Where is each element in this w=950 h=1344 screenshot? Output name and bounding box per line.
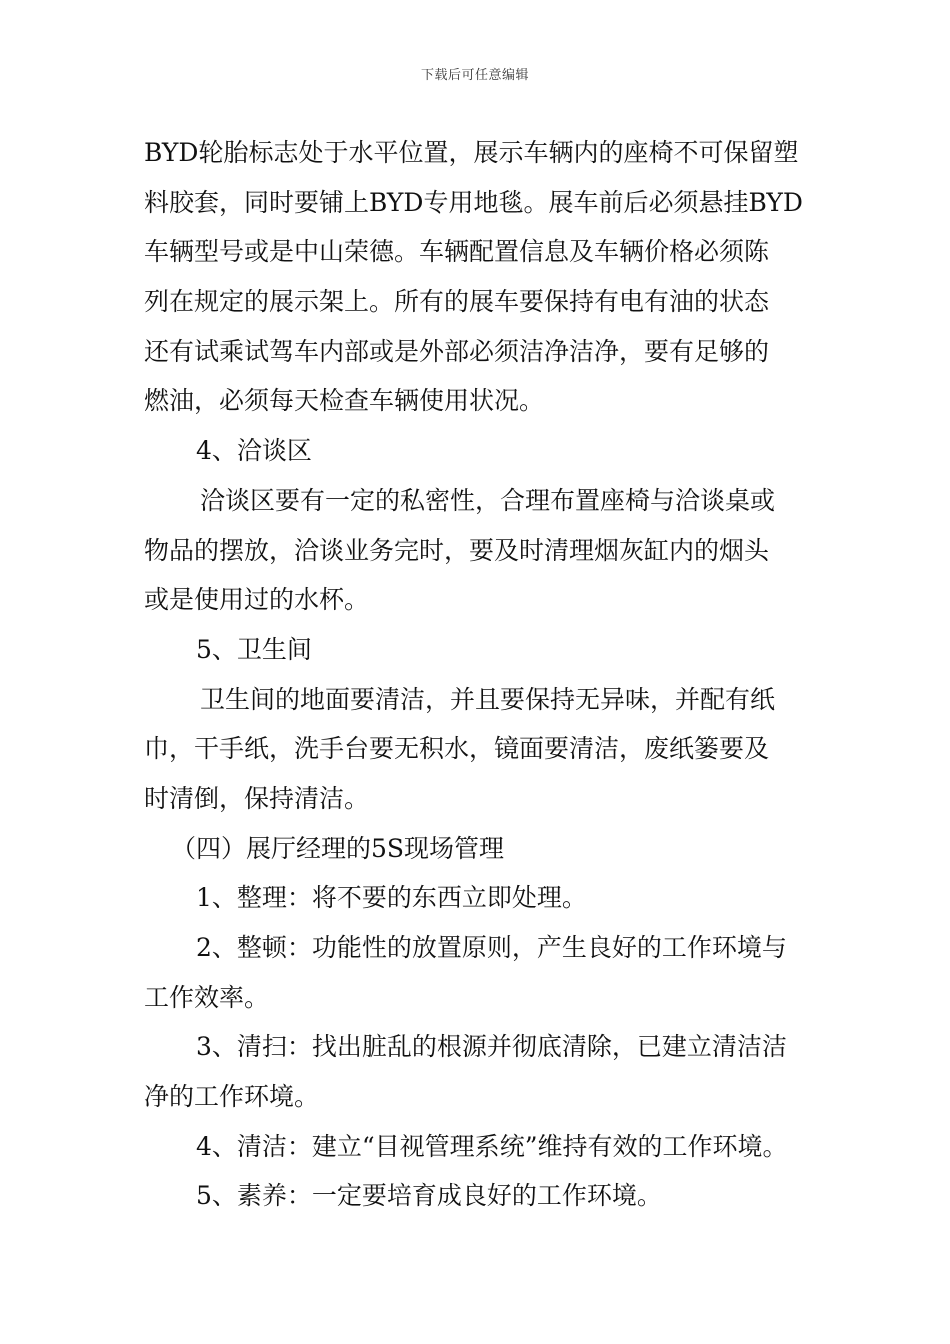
text-line: 1、整理：将不要的东西立即处理。 <box>196 883 587 913</box>
text-line: 工作效率。 <box>144 982 270 1012</box>
list-item-set-in-order <box>144 923 812 1022</box>
text-line: 或是使用过的水杯。 <box>144 585 370 615</box>
text-line: 还有试乘试驾车内部或是外部必须洁净洁净，要有足够的 <box>144 336 770 366</box>
heading-restroom <box>144 625 812 675</box>
section-heading: （四）展厅经理的5S现场管理 <box>171 833 505 863</box>
text-line: 2、整顿：功能性的放置原则，产生良好的工作环境与 <box>196 933 787 962</box>
paragraph-negotiation-area <box>144 476 812 625</box>
list-item-sustain <box>144 1171 812 1221</box>
text-line: 料胶套，同时要铺上BYD专用地毯。展车前后必须悬挂BYD <box>144 187 803 217</box>
paragraph-restroom <box>144 675 812 824</box>
section-heading: 5、卫生间 <box>196 634 312 664</box>
text-line: 车辆型号或是中山荣德。车辆配置信息及车辆价格必须陈 <box>144 237 770 267</box>
text-line: 物品的摆放，洽谈业务完时，要及时清理烟灰缸内的烟头 <box>144 535 770 565</box>
text-line: 燃油，必须每天检查车辆使用状况。 <box>144 386 545 416</box>
heading-5s-management <box>144 824 812 874</box>
text-line: 3、清扫：找出脏乱的根源并彻底清除，已建立清洁洁 <box>196 1032 787 1062</box>
heading-negotiation-area <box>144 426 812 476</box>
section-heading: 4、洽谈区 <box>196 436 312 466</box>
text-line: BYD轮胎标志处于水平位置，展示车辆内的座椅不可保留塑 <box>144 138 799 167</box>
text-line: 4、清洁：建立“目视管理系统”维持有效的工作环境。 <box>196 1131 788 1161</box>
list-item-shine <box>144 1022 812 1121</box>
page-header: 下载后可任意编辑 <box>420 68 529 83</box>
document-body <box>144 128 812 1221</box>
text-line: 洽谈区要有一定的私密性，合理布置座椅与洽谈桌或 <box>200 485 776 515</box>
text-line: 列在规定的展示架上。所有的展车要保持有电有油的状态 <box>144 287 770 317</box>
list-item-sort <box>144 873 812 923</box>
text-line: 卫生间的地面要清洁，并且要保持无异味，并配有纸 <box>200 684 776 714</box>
list-item-standardize <box>144 1122 812 1172</box>
text-line: 5、素养：一定要培育成良好的工作环境。 <box>196 1181 662 1211</box>
paragraph-showroom-cars <box>144 128 812 426</box>
text-line: 净的工作环境。 <box>144 1082 320 1112</box>
text-line: 时清倒，保持清洁。 <box>144 783 370 813</box>
text-line: 巾，干手纸，洗手台要无积水，镜面要清洁，废纸篓要及 <box>144 734 770 764</box>
